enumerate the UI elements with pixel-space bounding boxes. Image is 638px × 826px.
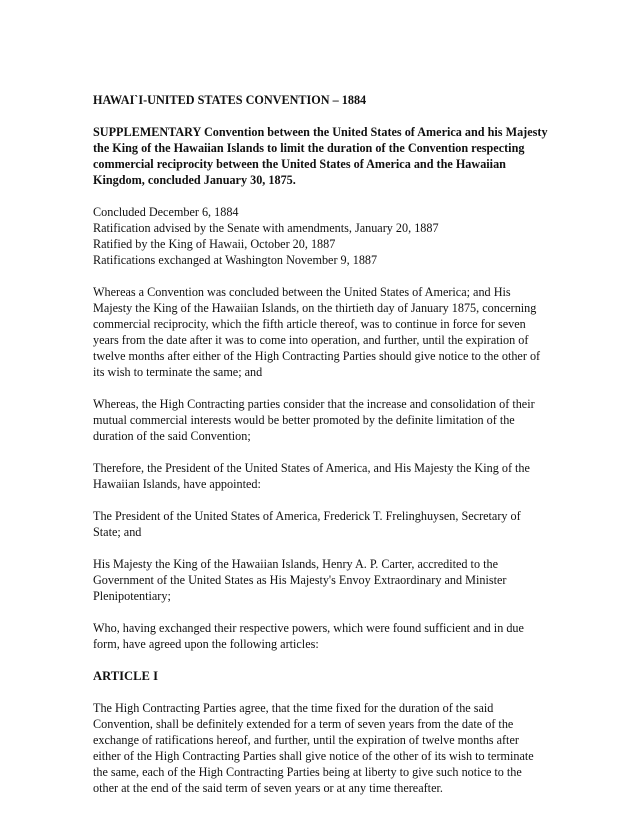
supplementary-heading: SUPPLEMENTARY Convention between the United States of America and his Majesty the King of the Hawaiian Islands to limit the duration of the Convention respecting commercial reciprocity between the United States of America and the Hawaiian Kingdom, concluded January 30, 1875. bbox=[93, 125, 548, 187]
paragraph-whereas-convention: Whereas a Convention was concluded between the United States of America; and His Majesty the King of the Hawaiian Islands, on the thirtieth day of January 1875, concerning commercial reciprocity, which the fifth article thereof, was to continue in force for seven years from the date after it was to come into operation, and further, until the expiration of twelve months after either of the High Contracting Parties should give notice to the other of its wish to terminate the same; and bbox=[93, 285, 541, 379]
date-ratifications-exchanged: Ratifications exchanged at Washington November 9, 1887 bbox=[93, 253, 378, 267]
document-title: HAWAI`I-UNITED STATES CONVENTION – 1884 bbox=[93, 93, 367, 107]
paragraph-president-appointee: The President of the United States of America, Frederick T. Frelinghuysen, Secretary of State; and bbox=[93, 509, 521, 539]
paragraph-powers-exchanged: Who, having exchanged their respective powers, which were found sufficient and in due form, have agreed upon the following articles: bbox=[93, 621, 524, 651]
article-heading: ARTICLE I bbox=[93, 669, 158, 683]
paragraph-whereas-parties: Whereas, the High Contracting parties consider that the increase and consolidation of their mutual commercial interests would be better promoted by the definite limitation of the duration of the said Convention; bbox=[93, 397, 535, 443]
date-concluded: Concluded December 6, 1884 bbox=[93, 205, 239, 219]
paragraph-therefore: Therefore, the President of the United States of America, and His Majesty the King of the Hawaiian Islands, have appointed: bbox=[93, 461, 530, 491]
date-senate-advised: Ratification advised by the Senate with amendments, January 20, 1887 bbox=[93, 221, 439, 235]
document-body bbox=[93, 92, 549, 812]
date-ratified-king: Ratified by the King of Hawaii, October 20, 1887 bbox=[93, 237, 336, 251]
paragraph-king-appointee: His Majesty the King of the Hawaiian Islands, Henry A. P. Carter, accredited to the Government of the United States as His Majesty's Envoy Extraordinary and Minister Plenipotentiary; bbox=[93, 557, 507, 603]
ratification-dates bbox=[93, 204, 549, 268]
article-text: The High Contracting Parties agree, that the time fixed for the duration of the said Convention, shall be definitely extended for a term of seven years from the date of the exchange of ratifications hereof, and further, until the expiration of twelve months after either of the High Contracting Parties shall give notice of the other of its wish to terminate the same, each of the High Contracting Parties being at liberty to give such notice to the other at the end of the said term of seven years or at any time thereafter. bbox=[93, 701, 534, 795]
